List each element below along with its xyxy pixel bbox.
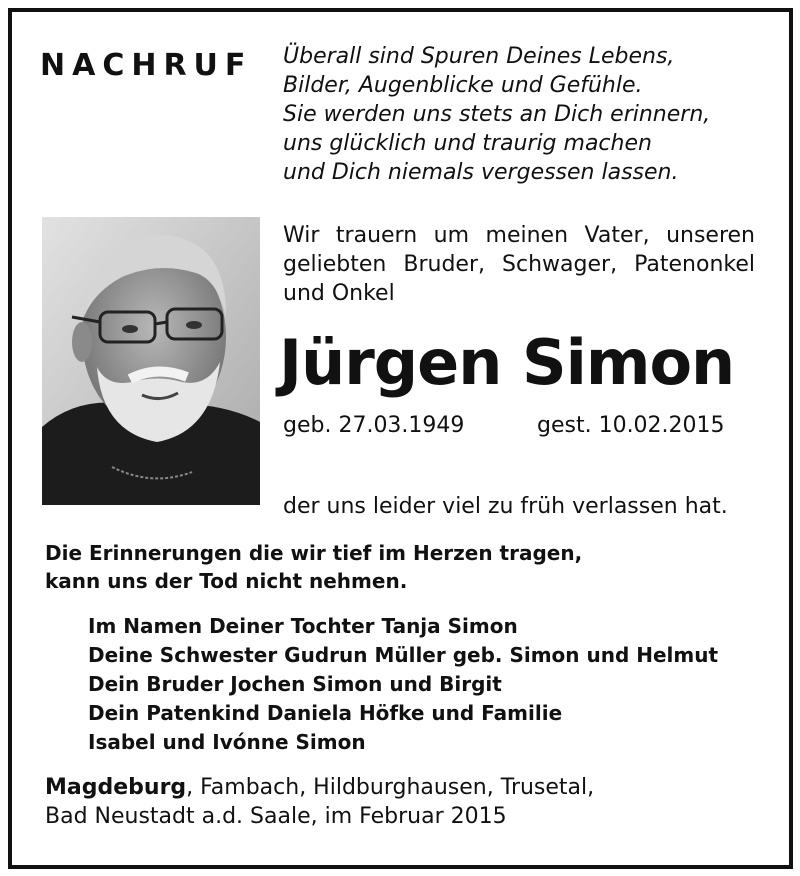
mourner-line: Isabel und Ivónne Simon — [88, 730, 366, 754]
deceased-name: Jürgen Simon — [279, 326, 735, 399]
quote-line: kann uns der Tod nicht nehmen. — [45, 569, 408, 593]
poem-line: uns glücklich und traurig machen — [283, 131, 652, 156]
poem — [283, 42, 710, 187]
poem-line: Bilder, Augenblicke und Gefühle. — [283, 73, 643, 98]
mourner-line: Deine Schwester Gudrun Müller geb. Simon und Helmut — [88, 643, 719, 667]
mourner-line: Dein Bruder Jochen Simon und Birgit — [88, 672, 502, 696]
place-line-2: Bad Neustadt a.d. Saale, im Februar 2015 — [45, 804, 507, 829]
mourner-line: Im Namen Deiner Tochter Tanja Simon — [88, 614, 518, 638]
mourner-line: Dein Patenkind Daniela Höfke und Familie — [88, 701, 563, 725]
intro-text: Wir trauern um meinen Vater, unseren geliebten Bruder, Schwager, Patenonkel und Onkel — [283, 223, 755, 306]
poem-line: Überall sind Spuren Deines Lebens, — [283, 44, 675, 69]
death-date: gest. 10.02.2015 — [537, 413, 725, 438]
birth-date: geb. 27.03.1949 — [283, 413, 465, 438]
place-line-1 — [45, 773, 594, 802]
poem-line: Sie werden uns stets an Dich erinnern, — [283, 102, 711, 127]
place-city: Magdeburg — [45, 775, 187, 800]
quote — [45, 539, 582, 595]
place-date — [45, 773, 594, 831]
departure-text: der uns leider viel zu früh verlassen hat. — [283, 494, 728, 519]
notice-heading: NACHRUF — [40, 48, 253, 83]
poem-line: und Dich niemals vergessen lassen. — [283, 160, 679, 185]
place-others: , Fambach, Hildburghausen, Trusetal, — [186, 775, 595, 800]
portrait-photo — [42, 217, 260, 505]
mourners-list — [88, 612, 718, 757]
quote-line: Die Erinnerungen die wir tief im Herzen tragen, — [45, 541, 583, 565]
